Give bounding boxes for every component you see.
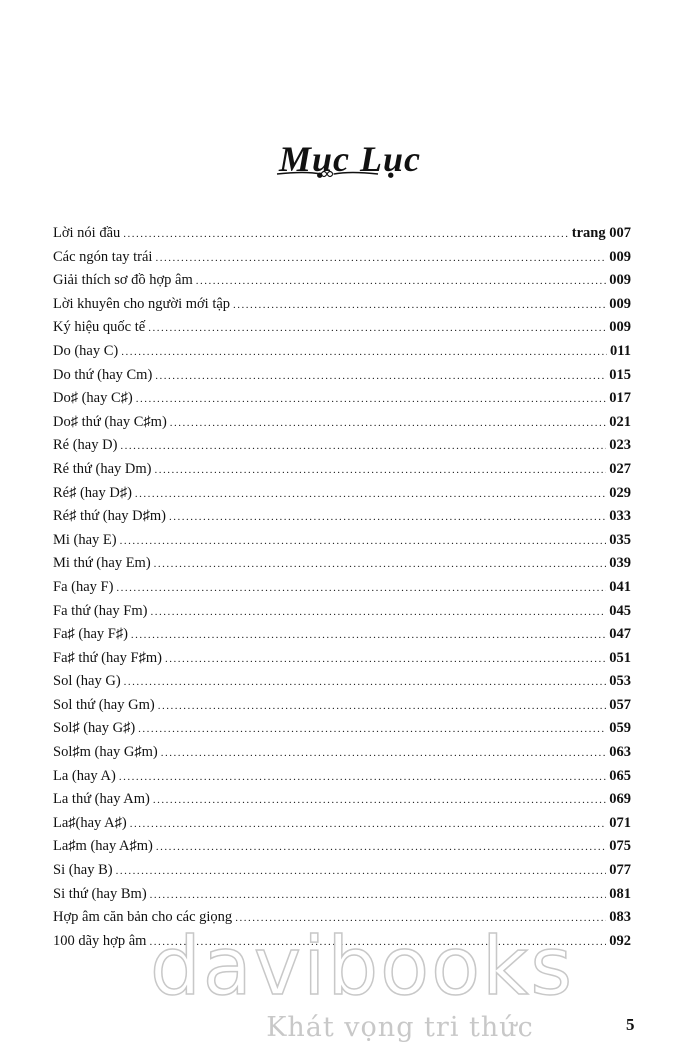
toc-entry[interactable] — [53, 246, 631, 270]
toc-page-number: 027 — [609, 460, 631, 477]
toc-entry-page — [609, 411, 631, 435]
dot-leader — [123, 223, 569, 247]
toc-page-number: 065 — [609, 767, 631, 784]
toc-entry-page — [609, 717, 631, 741]
toc-entry-page — [609, 906, 631, 930]
toc-entry[interactable] — [53, 741, 631, 765]
toc-entry-label: Ré (hay D) — [53, 437, 118, 454]
dot-leader — [150, 601, 606, 625]
toc-page-number: 077 — [609, 862, 631, 879]
dot-leader — [196, 270, 606, 294]
toc-entry[interactable] — [53, 670, 631, 694]
toc-page-number: 075 — [609, 838, 631, 855]
toc-entry[interactable] — [53, 222, 631, 246]
toc-entry[interactable] — [53, 647, 631, 671]
toc-entry-label: Mi (hay E) — [53, 531, 117, 548]
toc-entry[interactable] — [53, 812, 631, 836]
toc-entry-label: Ré thứ (hay Dm) — [53, 460, 152, 477]
toc-entry-page — [609, 482, 631, 506]
dot-leader — [169, 506, 606, 530]
toc-page-number: 017 — [609, 390, 631, 407]
dot-leader — [116, 860, 607, 884]
toc-entry-label: Fa♯ thứ (hay F♯m) — [53, 649, 162, 666]
dot-leader — [130, 813, 607, 837]
toc-entry-page — [572, 222, 631, 246]
toc-entry-label: Ré♯ (hay D♯) — [53, 484, 132, 501]
toc-entry-label: Fa♯ (hay F♯) — [53, 626, 128, 643]
dot-leader — [170, 412, 606, 436]
dot-leader — [150, 884, 607, 908]
toc-entry[interactable] — [53, 623, 631, 647]
toc-page-number: 007 — [609, 225, 631, 241]
toc-entry-page — [609, 883, 631, 907]
toc-entry-page — [609, 387, 631, 411]
toc-entry-label: La♯(hay A♯) — [53, 814, 127, 831]
toc-entry-label: Sol (hay G) — [53, 673, 121, 690]
toc-entry-page — [609, 741, 631, 765]
toc-entry[interactable] — [53, 552, 631, 576]
toc-page-number: 023 — [609, 437, 631, 454]
toc-entry-page — [609, 552, 631, 576]
toc-entry[interactable] — [53, 859, 631, 883]
toc-entry-label: Sol thứ (hay Gm) — [53, 696, 155, 713]
toc-entry-page — [609, 670, 631, 694]
toc-entry-label: Ký hiệu quốc tế — [53, 319, 146, 336]
dot-leader — [158, 695, 607, 719]
toc-page-number: 011 — [610, 342, 631, 359]
toc-entry-label: Mi thứ (hay Em) — [53, 555, 151, 572]
toc-entry-page — [609, 623, 631, 647]
toc-entry-page — [609, 293, 631, 317]
dot-leader — [135, 483, 606, 507]
toc-page-number: 071 — [609, 814, 631, 831]
toc-entry-label: Sol♯m (hay G♯m) — [53, 744, 158, 761]
toc-entry[interactable] — [53, 411, 631, 435]
toc-page-number: 009 — [609, 272, 631, 289]
toc-entry[interactable] — [53, 293, 631, 317]
title-ornament-divider — [275, 165, 380, 183]
toc-entry-label: La (hay A) — [53, 767, 116, 784]
toc-entry-label: Fa thứ (hay Fm) — [53, 602, 148, 619]
toc-page-number: 015 — [609, 366, 631, 383]
toc-entry-label: Các ngón tay trái — [53, 248, 153, 265]
toc-page-number: 063 — [609, 744, 631, 761]
toc-entry-page — [609, 529, 631, 553]
toc-entry-page — [609, 246, 631, 270]
toc-page-number: 051 — [609, 649, 631, 666]
toc-entry-label: Do♯ thứ (hay C♯m) — [53, 413, 167, 430]
toc-entry-page — [609, 505, 631, 529]
toc-entry[interactable] — [53, 835, 631, 859]
dot-leader — [120, 435, 606, 459]
toc-entry[interactable] — [53, 529, 631, 553]
watermark-logo: davibooks — [150, 920, 575, 1013]
page-number: 5 — [626, 1015, 635, 1034]
dot-leader — [119, 766, 606, 790]
toc-entry[interactable] — [53, 883, 631, 907]
toc-entry-page — [609, 434, 631, 458]
watermark-tagline: Khát vọng tri thức — [266, 1012, 534, 1043]
toc-entry-label: Si thứ (hay Bm) — [53, 885, 147, 902]
toc-entry-label: Fa (hay F) — [53, 578, 114, 595]
toc-entry-page — [609, 930, 631, 954]
toc-entry-page — [609, 647, 631, 671]
toc-entry[interactable] — [53, 269, 631, 293]
toc-page-prefix: trang — [571, 225, 606, 241]
toc-entry-page — [610, 340, 631, 364]
toc-entry-page — [609, 765, 631, 789]
toc-entry[interactable] — [53, 482, 631, 506]
toc-entry-label: Ré♯ thứ (hay D♯m) — [53, 508, 166, 525]
toc-page-number: 047 — [609, 626, 631, 643]
table-of-contents — [53, 222, 631, 953]
toc-entry[interactable] — [53, 316, 631, 340]
toc-entry-label: Sol♯ (hay G♯) — [53, 720, 136, 737]
toc-page-number: 021 — [609, 413, 631, 430]
toc-entry[interactable] — [53, 576, 631, 600]
toc-page-number: 029 — [609, 484, 631, 501]
toc-entry[interactable] — [53, 458, 631, 482]
toc-page-number: 053 — [609, 673, 631, 690]
toc-page-number: 057 — [609, 696, 631, 713]
toc-entry-page — [609, 576, 631, 600]
toc-page-number: 092 — [609, 932, 631, 949]
dot-leader — [124, 671, 607, 695]
toc-entry-label: Do♯ (hay C♯) — [53, 390, 133, 407]
toc-entry-page — [609, 835, 631, 859]
toc-page-number: 009 — [609, 295, 631, 312]
dot-leader — [154, 459, 606, 483]
toc-page-number: 039 — [609, 555, 631, 572]
toc-entry-page — [609, 694, 631, 718]
toc-entry-label: Si (hay B) — [53, 862, 113, 879]
toc-entry-page — [609, 458, 631, 482]
toc-entry[interactable] — [53, 788, 631, 812]
toc-page-number: 059 — [609, 720, 631, 737]
dot-leader — [148, 317, 606, 341]
toc-entry-page — [609, 812, 631, 836]
dot-leader — [161, 742, 607, 766]
dot-leader — [154, 553, 607, 577]
dot-leader — [121, 341, 607, 365]
toc-page-number: 009 — [609, 248, 631, 265]
toc-entry-label: Do thứ (hay Cm) — [53, 366, 153, 383]
toc-page-number: 009 — [609, 319, 631, 336]
toc-entry-label: Giải thích sơ đồ hợp âm — [53, 272, 193, 289]
toc-entry-page — [609, 788, 631, 812]
dot-leader — [155, 365, 606, 389]
toc-page-number: 081 — [609, 885, 631, 902]
toc-entry-page — [609, 316, 631, 340]
dot-leader — [155, 247, 606, 271]
toc-entry-label: La♯m (hay A♯m) — [53, 838, 153, 855]
toc-entry-label: La thứ (hay Am) — [53, 791, 150, 808]
toc-entry[interactable] — [53, 694, 631, 718]
toc-entry[interactable] — [53, 387, 631, 411]
toc-entry[interactable] — [53, 340, 631, 364]
toc-entry-label: Lời khuyên cho người mới tập — [53, 295, 231, 312]
toc-entry-label: Lời nói đầu — [53, 225, 121, 241]
toc-page-number: 045 — [609, 602, 631, 619]
dot-leader — [165, 648, 606, 672]
toc-entry-page — [609, 600, 631, 624]
page-title: Mục Lục — [279, 139, 421, 179]
dot-leader — [153, 789, 606, 813]
dot-leader — [136, 388, 607, 412]
toc-entry-label: Do (hay C) — [53, 342, 119, 359]
dot-leader — [120, 530, 607, 554]
toc-entry-label: 100 dãy hợp âm — [53, 932, 147, 949]
toc-entry-label: Hợp âm căn bản cho các giọng — [53, 909, 233, 926]
toc-entry-page — [609, 269, 631, 293]
toc-entry[interactable] — [53, 364, 631, 388]
toc-page-number: 083 — [609, 909, 631, 926]
toc-page-number: 035 — [609, 531, 631, 548]
dot-leader — [233, 294, 606, 318]
toc-entry-page — [609, 859, 631, 883]
dot-leader — [116, 577, 606, 601]
toc-page-number: 069 — [609, 791, 631, 808]
dot-leader — [131, 624, 606, 648]
toc-entry[interactable] — [53, 505, 631, 529]
dot-leader — [138, 718, 606, 742]
toc-entry[interactable] — [53, 434, 631, 458]
toc-page-number: 041 — [609, 578, 631, 595]
toc-entry[interactable] — [53, 600, 631, 624]
toc-page-number: 033 — [609, 508, 631, 525]
toc-entry[interactable] — [53, 717, 631, 741]
toc-entry[interactable] — [53, 765, 631, 789]
toc-entry-page — [609, 364, 631, 388]
dot-leader — [156, 836, 606, 860]
